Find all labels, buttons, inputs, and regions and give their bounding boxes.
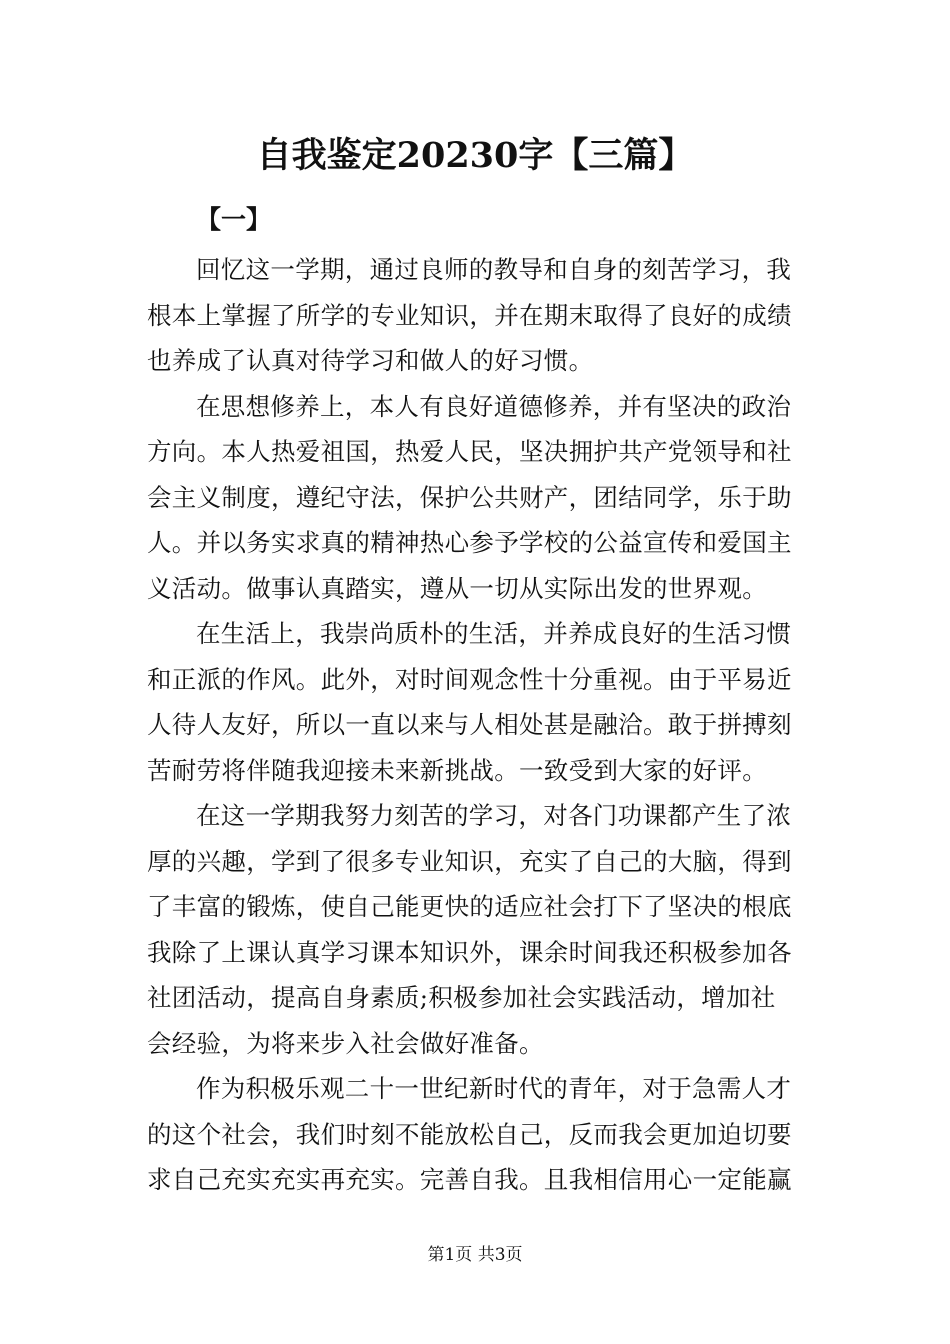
paragraph-line: 苦耐劳将伴随我迎接未来新挑战。一致受到大家的好评。 (147, 756, 767, 785)
paragraph-line: 在思想修养上，本人有良好道德修养，并有坚决的政治 (196, 392, 792, 421)
paragraph-line: 人。并以务实求真的精神热心参予学校的公益宣传和爱国主 (147, 528, 792, 557)
paragraph-line: 的这个社会，我们时刻不能放松自己，反而我会更加迫切要 (147, 1120, 792, 1149)
section-heading: 【一】 (196, 205, 272, 234)
paragraph-line: 作为积极乐观二十一世纪新时代的青年，对于急需人才 (196, 1074, 792, 1103)
paragraph-line: 方向。本人热爱祖国，热爱人民，坚决拥护共产党领导和社 (147, 437, 792, 466)
paragraph-line: 求自己充实充实再充实。完善自我。且我相信用心一定能赢 (147, 1165, 792, 1194)
paragraph-line: 会经验，为将来步入社会做好准备。 (147, 1029, 544, 1058)
paragraph-line: 在这一学期我努力刻苦的学习，对各门功课都产生了浓 (196, 801, 792, 830)
page-footer: 第1页 共3页 (427, 1245, 523, 1265)
paragraph-line: 社团活动，提高自身素质;积极参加社会实践活动，增加社 (147, 983, 776, 1012)
paragraph-line: 也养成了认真对待学习和做人的好习惯。 (147, 346, 594, 375)
paragraph-line: 在生活上，我崇尚质朴的生活，并养成良好的生活习惯 (196, 619, 792, 648)
paragraph-line: 厚的兴趣，学到了很多专业知识，充实了自己的大脑，得到 (147, 847, 792, 876)
document-title: 自我鉴定20230字【三篇】 (256, 135, 694, 176)
paragraph-line: 和正派的作风。此外，对时间观念性十分重视。由于平易近 (147, 665, 792, 694)
paragraph-line: 我除了上课认真学习课本知识外，课余时间我还积极参加各 (147, 938, 792, 967)
paragraph-line: 会主义制度，遵纪守法，保护公共财产，团结同学，乐于助 (147, 483, 792, 512)
paragraph-line: 根本上掌握了所学的专业知识，并在期末取得了良好的成绩 (147, 301, 792, 330)
paragraph-line: 人待人友好，所以一直以来与人相处甚是融洽。敢于拼搏刻 (147, 710, 792, 739)
paragraph-line: 义活动。做事认真踏实，遵从一切从实际出发的世界观。 (147, 574, 767, 603)
paragraph-line: 回忆这一学期，通过良师的教导和自身的刻苦学习，我 (196, 255, 792, 284)
paragraph-line: 了丰富的锻炼，使自己能更快的适应社会打下了坚决的根底 (147, 892, 792, 921)
